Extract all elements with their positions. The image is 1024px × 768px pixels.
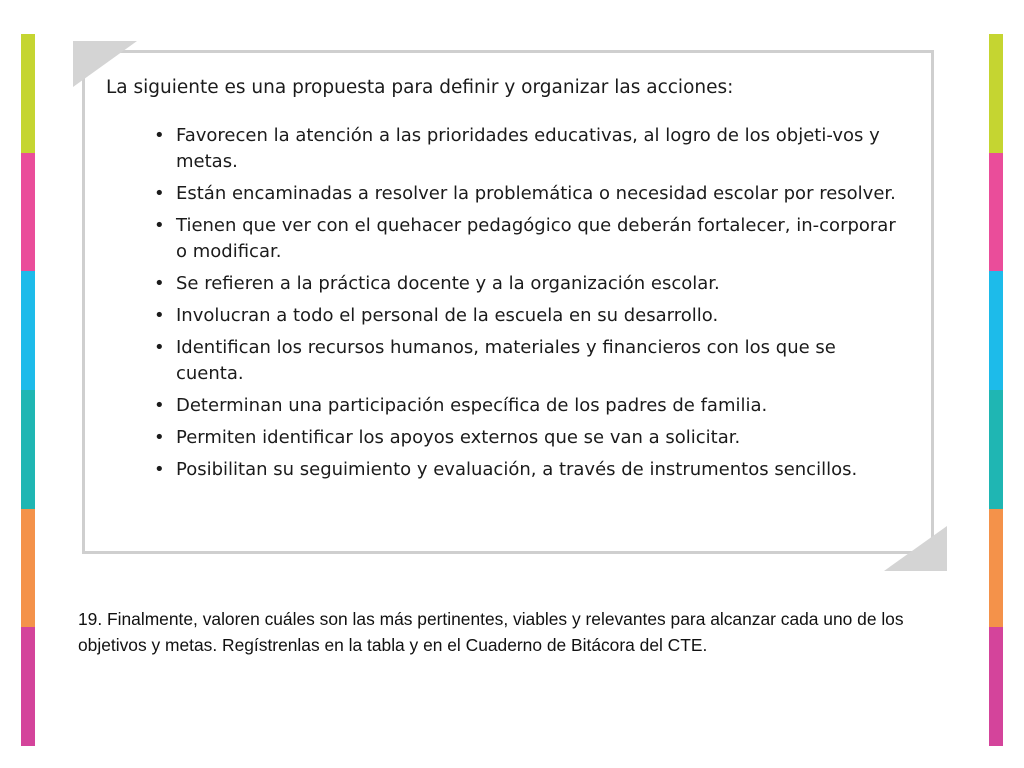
bullet-icon: •	[154, 215, 165, 236]
list-item-text: Están encaminadas a resolver la problemática o necesidad escolar por resolver.	[176, 183, 896, 204]
list-item-text: Tienen que ver con el quehacer pedagógico que deberán fortalecer, in-corporar o modificar.	[176, 215, 896, 262]
instruction-paragraph: 19. Finalmente, valoren cuáles son las más pertinentes, viables y relevantes para alcanzar cada uno de los objetivos y metas. Regístrenlas en la tabla y en el Cuaderno de Bitácora del CTE.	[78, 609, 904, 655]
list-item-text: Determinan una participación específica de los padres de familia.	[176, 395, 768, 416]
stripe-segment-magenta	[989, 627, 1003, 746]
list-item-text: Permiten identificar los apoyos externos que se van a solicitar.	[176, 427, 741, 448]
stripe-segment-teal	[21, 390, 35, 509]
list-item	[150, 457, 902, 483]
stripe-segment-magenta	[21, 627, 35, 746]
list-item	[150, 303, 902, 329]
bullet-icon: •	[154, 305, 165, 326]
stripe-segment-teal	[989, 390, 1003, 509]
list-item-text: Posibilitan su seguimiento y evaluación, a través de instrumentos sencillos.	[176, 459, 858, 480]
stripe-segment-cyan	[21, 271, 35, 390]
card-corner-fold-bottom-right	[884, 526, 947, 571]
list-item	[150, 271, 902, 297]
bullet-icon: •	[154, 183, 165, 204]
list-item	[150, 181, 902, 207]
stripe-segment-orange	[21, 509, 35, 628]
list-item	[150, 335, 902, 387]
list-item	[150, 425, 902, 451]
stripe-segment-cyan	[989, 271, 1003, 390]
bullet-icon: •	[154, 395, 165, 416]
bullet-icon: •	[154, 459, 165, 480]
card-title: La siguiente es una propuesta para definir y organizar las acciones:	[106, 77, 734, 98]
right-color-stripe	[989, 34, 1003, 746]
action-list	[150, 123, 902, 489]
bullet-icon: •	[154, 125, 165, 146]
stripe-segment-lime	[989, 34, 1003, 153]
list-item	[150, 393, 902, 419]
left-color-stripe	[21, 34, 35, 746]
list-item-text: Identifican los recursos humanos, materiales y financieros con los que se cuenta.	[176, 337, 836, 384]
stripe-segment-orange	[989, 509, 1003, 628]
stripe-segment-lime	[21, 34, 35, 153]
bullet-icon: •	[154, 273, 165, 294]
stripe-segment-pink	[21, 153, 35, 272]
bullet-icon: •	[154, 427, 165, 448]
stripe-segment-pink	[989, 153, 1003, 272]
list-item-text: Involucran a todo el personal de la escuela en su desarrollo.	[176, 305, 719, 326]
list-item-text: Favorecen la atención a las prioridades educativas, al logro de los objeti-vos y metas.	[176, 125, 880, 172]
list-item-text: Se refieren a la práctica docente y a la organización escolar.	[176, 273, 720, 294]
bullet-icon: •	[154, 337, 165, 358]
list-item	[150, 213, 902, 265]
list-item	[150, 123, 902, 175]
